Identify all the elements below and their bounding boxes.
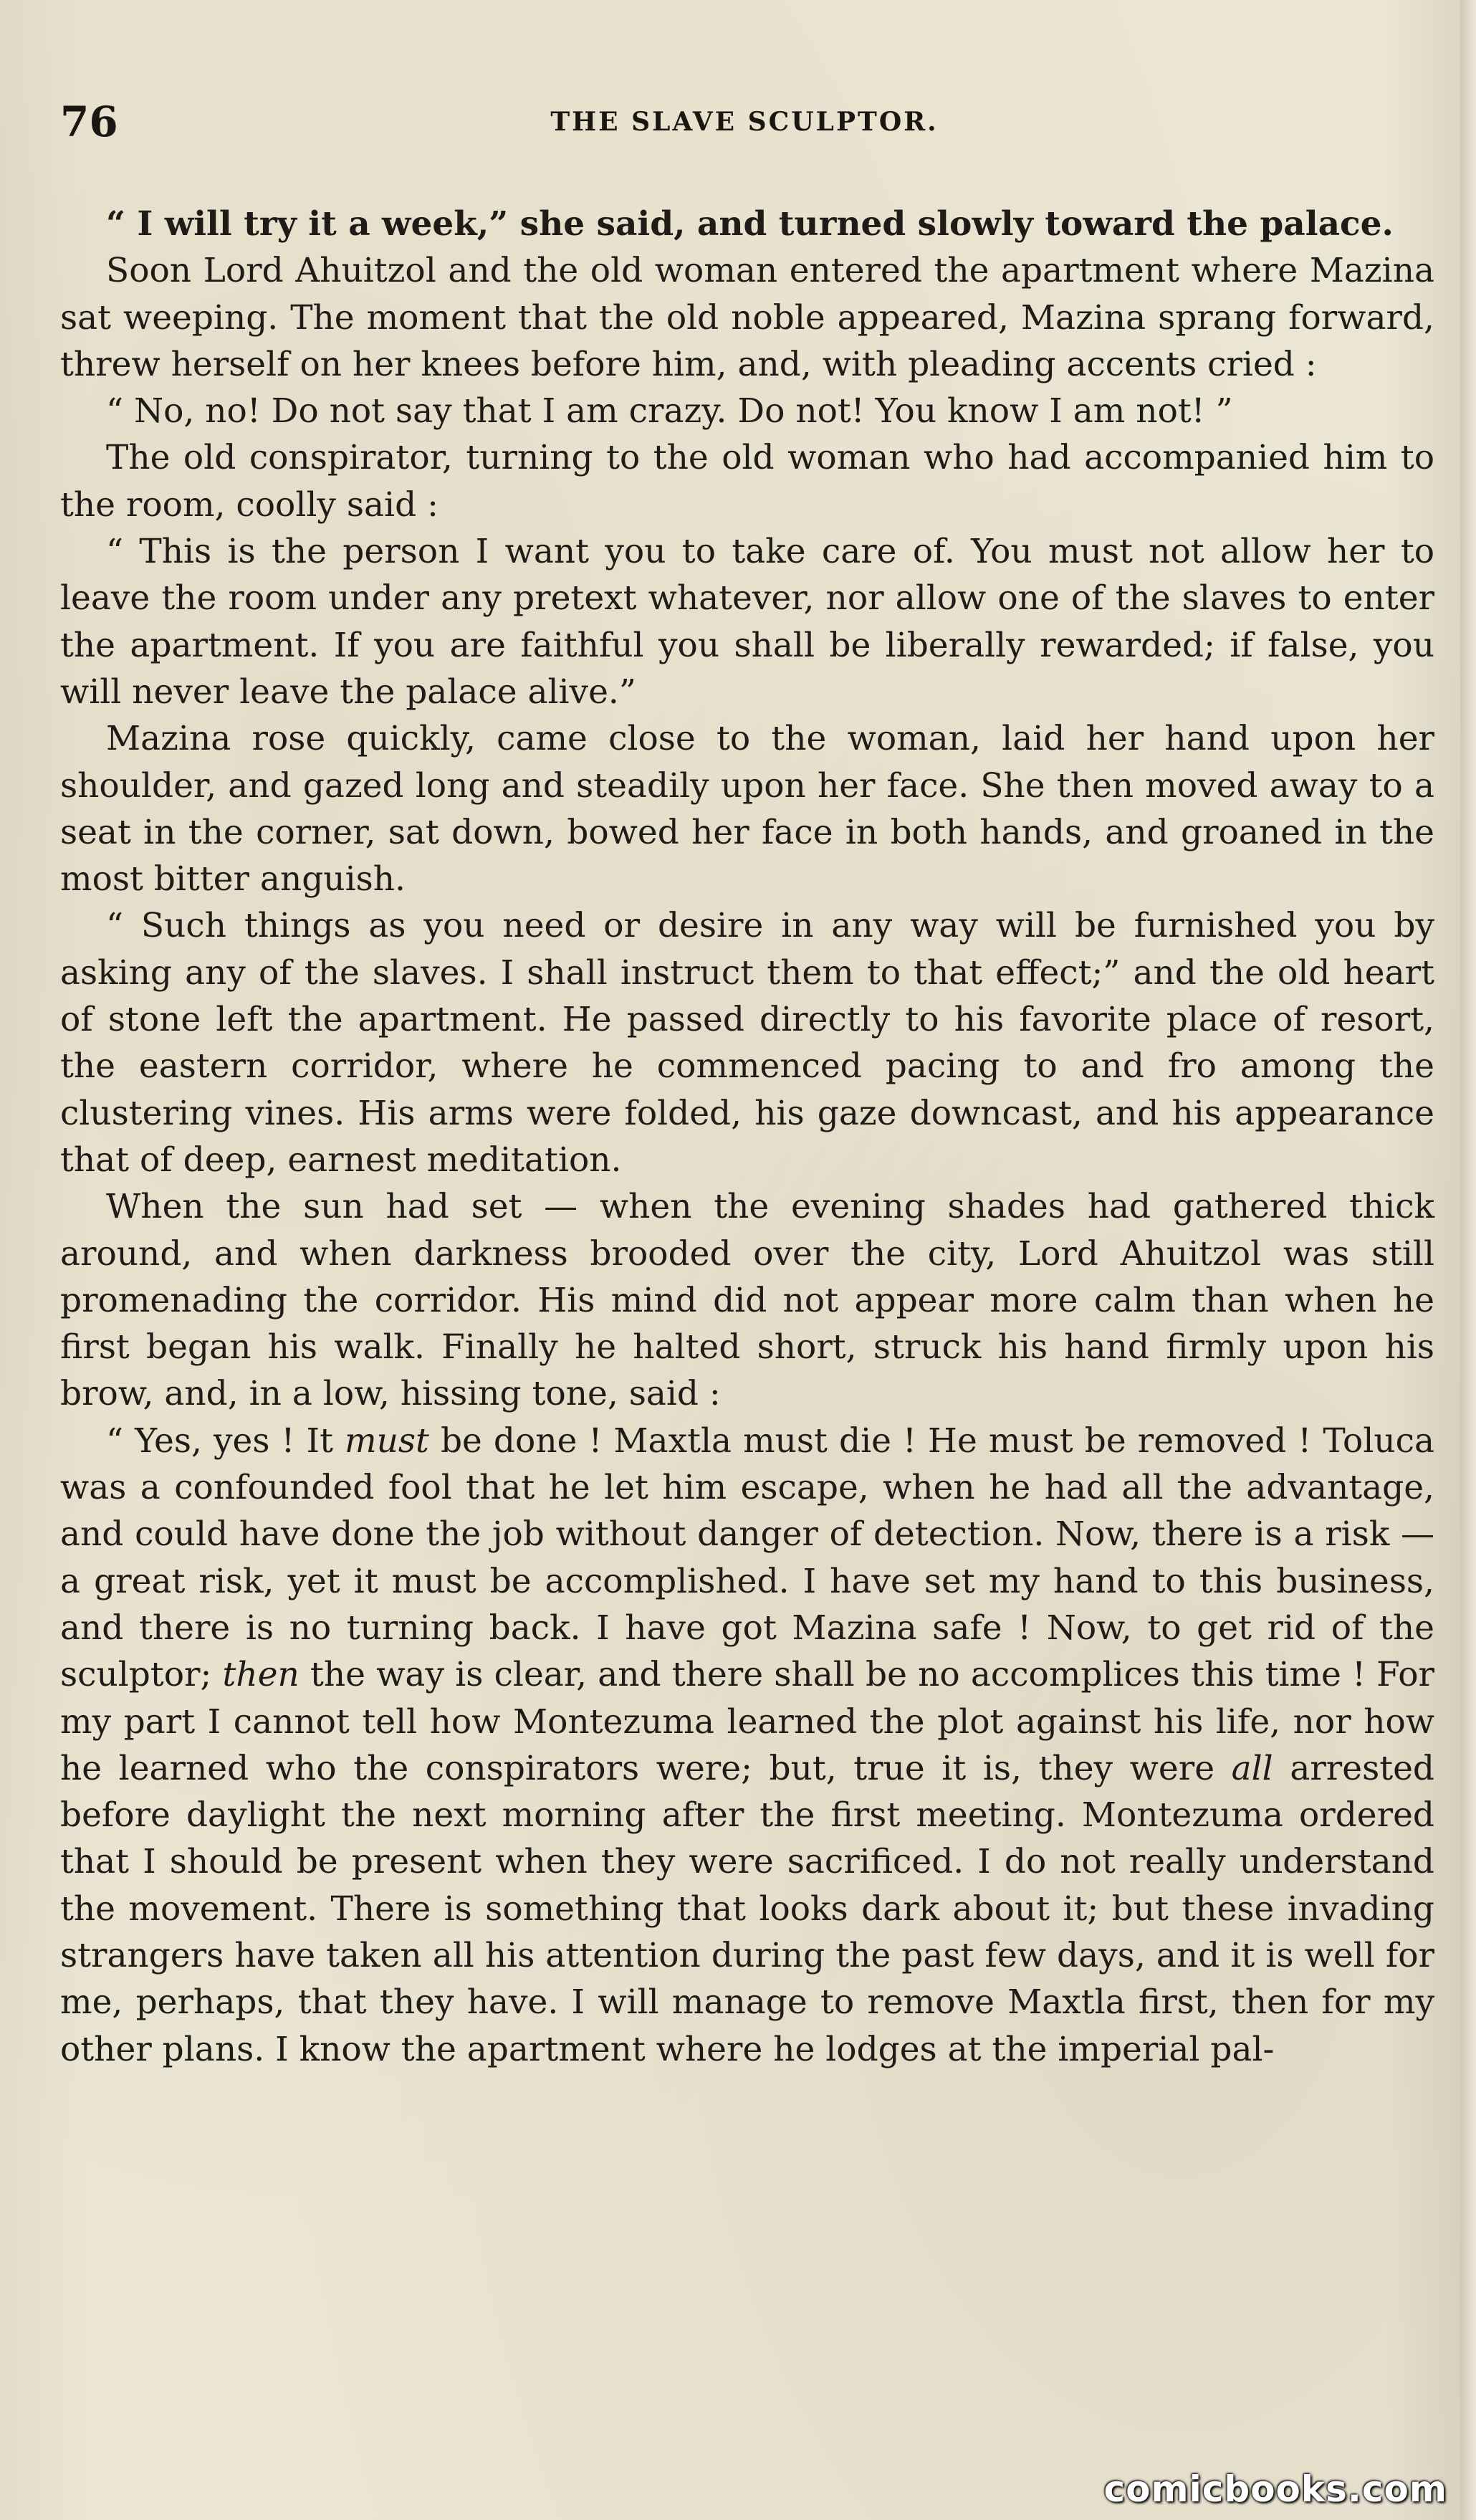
paragraph-9-part-d: arrested before daylight the next morning after the first meeting. Montezuma ordered that I should be present when they were sacrificed. I do not really understand the movement. There is something that looks dark about it; but these invading strangers have taken all his attention during the past few days, and it is well for me, perhaps, that they have. I will manage to remove Maxtla first, then for my other plans. I know the apartment where he lodges at the imperial pal- xyxy=(60,1748,1434,2069)
paragraph-5: “ This is the person I want you to take care of. You must not allow her to leave the room under any pretext whatever, nor allow one of the slaves to enter the apartment. If you are faithful you shall be liberally rewarded; if false, you will never leave the palace alive.” xyxy=(60,532,1434,712)
running-head xyxy=(60,93,1429,151)
paragraph-6: Mazina rose quickly, came close to the woman, laid her hand upon her shoulder, and gazed long and steadily upon her face. She then moved away to a seat in the corner, sat down, bowed her face in both hands, and groaned in the most bitter anguish. xyxy=(60,719,1434,899)
emphasis-all: all xyxy=(1231,1748,1273,1788)
paragraph-7: “ Such things as you need or desire in any way will be furnished you by asking any of the slaves. I shall instruct them to that effect;” and the old heart of stone left the apartment. He passed directly to his favorite place of resort, the eastern corridor, where he commenced pacing to and fro among the clustering vines. His arms were folded, his gaze downcast, and his appearance that of deep, earnest meditation. xyxy=(60,906,1434,1180)
text-column xyxy=(60,201,1434,2073)
paragraph-3: “ No, no! Do not say that I am crazy. Do not! You know I am not! ” xyxy=(106,391,1233,431)
page-number: 76 xyxy=(60,97,118,146)
paragraph-9-part-a: “ Yes, yes ! It xyxy=(106,1421,345,1461)
paragraph-9 xyxy=(60,1418,1434,2073)
paragraph-4: The old conspirator, turning to the old woman who had accompanied him to the room, coolly said : xyxy=(60,438,1434,525)
page-edge-shadow xyxy=(1460,0,1476,2520)
paragraph-1: “ I will try it a week,” she said, and turned slowly toward the palace. xyxy=(106,204,1394,244)
running-title: THE SLAVE SCULPTOR. xyxy=(550,107,939,137)
paragraph-8: When the sun had set — when the evening shades had gathered thick around, and when darkness brooded over the city, Lord Ahuitzol was still promenading the corridor. His mind did not appear more calm than when he first began his walk. Finally he halted short, struck his hand firmly upon his brow, and, in a low, hissing tone, said : xyxy=(60,1187,1434,1414)
paragraph-2: Soon Lord Ahuitzol and the old woman entered the apartment where Mazina sat weeping. The moment that the old noble appeared, Mazina sprang forward, threw herself on her knees before him, and, with pleading accents cried : xyxy=(60,251,1434,384)
emphasis-must: must xyxy=(345,1421,429,1461)
paragraph-9-part-c: the way is clear, and there shall be no accomplices this time ! For my part I cannot tell how Montezuma learned the plot against his life, nor how he learned who the conspirators were; but, true it is, they were xyxy=(60,1655,1434,1788)
paragraph-9-part-b: be done ! Maxtla must die ! He must be removed ! Toluca was a confounded fool that he let him escape, when he had all the advantage, and could have done the job without danger of detection. Now, there is a risk — a great risk, yet it must be accomplished. I have set my hand to this business, and there is no turning back. I have got Mazina safe ! Now, to get rid of the sculptor; xyxy=(60,1421,1434,1695)
emphasis-then: then xyxy=(222,1655,299,1695)
site-watermark: comicbooks.com xyxy=(1103,2468,1447,2510)
